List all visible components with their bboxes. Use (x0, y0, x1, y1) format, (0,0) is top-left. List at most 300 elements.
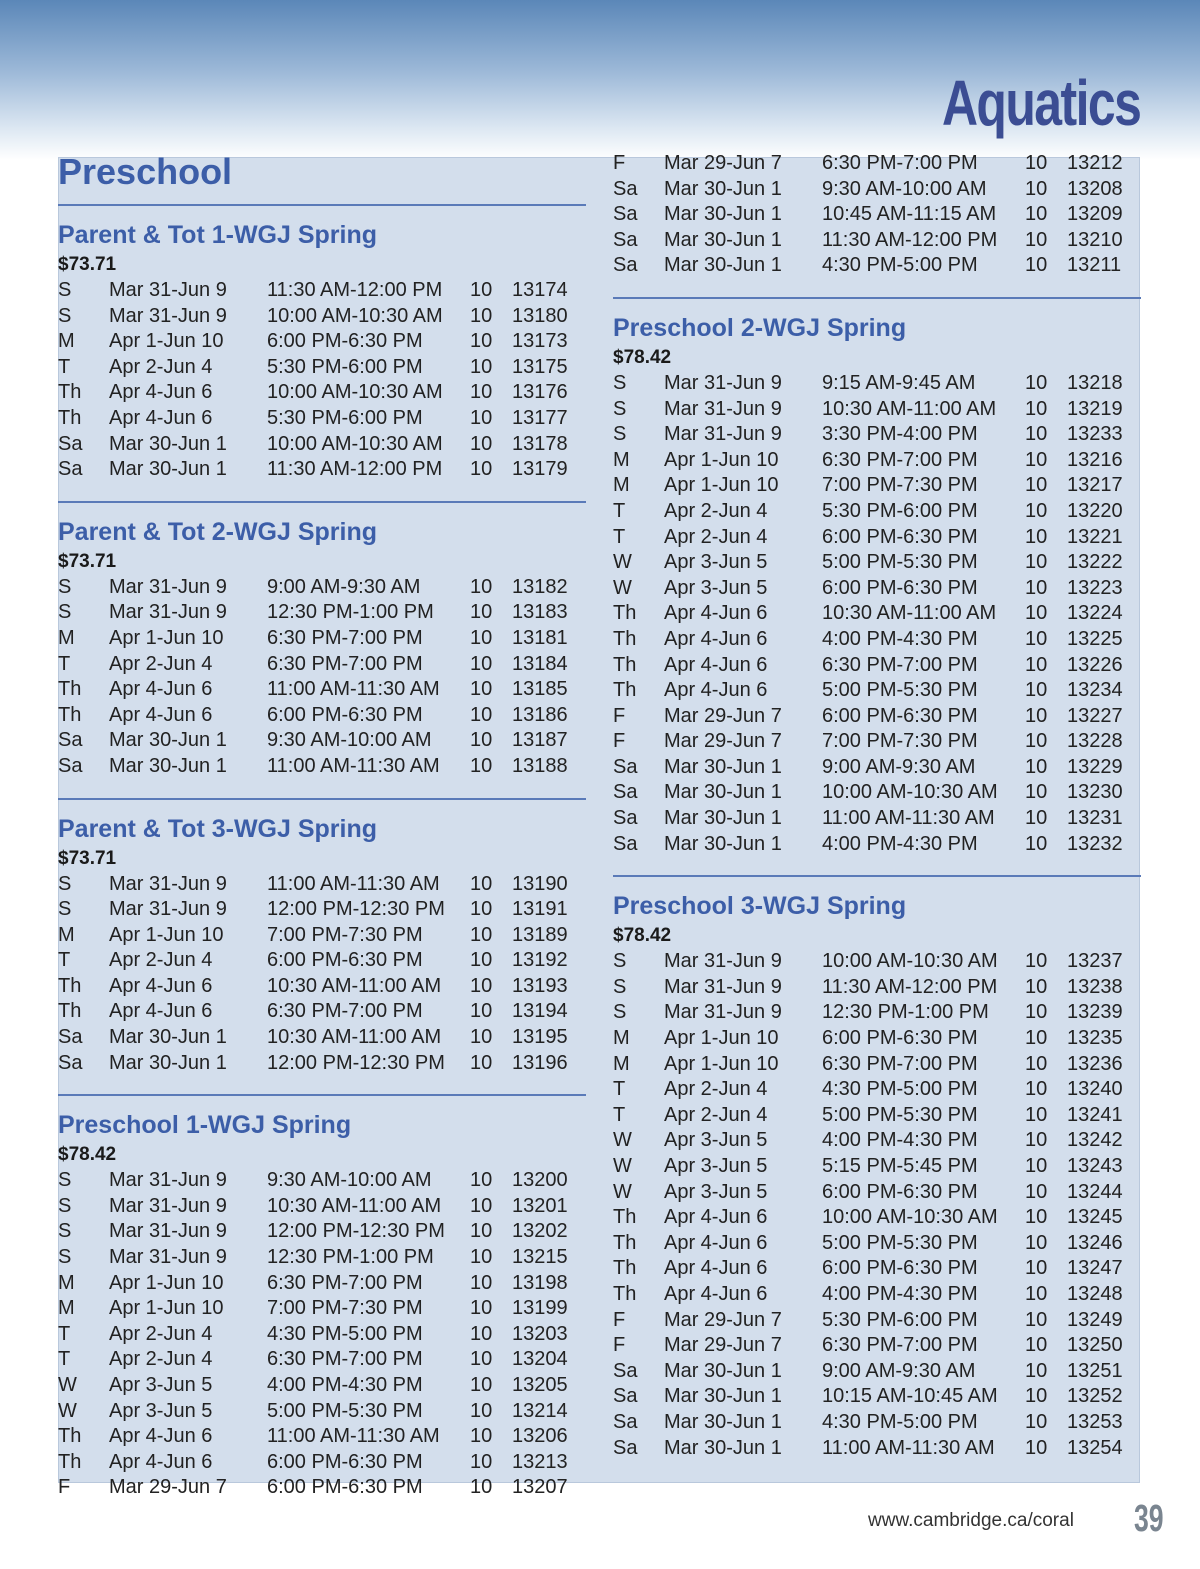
day-cell: Th (58, 678, 82, 701)
dates-cell: Mar 30-Jun 1 (664, 203, 782, 226)
schedule-row (613, 253, 1141, 279)
course-block (58, 515, 586, 780)
day-cell: Sa (58, 729, 83, 752)
spacer (613, 857, 1141, 875)
dates-cell: Apr 4-Jun 6 (109, 406, 213, 429)
day-cell: W (613, 1180, 632, 1203)
sessions-cell: 10 (1025, 203, 1048, 226)
time-cell: 10:30 AM-11:00 AM (822, 602, 997, 625)
sessions-cell: 10 (470, 949, 493, 972)
course-price: $78.42 (58, 1144, 117, 1166)
sessions-cell: 10 (470, 355, 493, 378)
time-cell: 6:30 PM-7:00 PM (267, 1271, 423, 1294)
dates-cell: Mar 29-Jun 7 (664, 1334, 782, 1357)
time-cell: 7:00 PM-7:30 PM (822, 730, 978, 753)
schedule-row (613, 1052, 1141, 1078)
course-code-cell: 13173 (512, 330, 568, 353)
divider (613, 875, 1141, 877)
sessions-cell: 10 (470, 923, 493, 946)
time-cell: 10:45 AM-11:15 AM (822, 203, 997, 226)
day-cell: W (58, 1374, 77, 1396)
dates-cell: Apr 4-Jun 6 (109, 381, 213, 404)
schedule-row (58, 728, 586, 754)
course-code-cell: 13180 (512, 304, 568, 327)
sessions-cell: 10 (470, 279, 493, 301)
course-price: $78.42 (613, 346, 672, 368)
schedule-row (613, 228, 1141, 254)
day-cell: T (58, 949, 71, 972)
course-code-cell: 13232 (1067, 832, 1123, 855)
dates-cell: Mar 31-Jun 9 (664, 423, 782, 446)
dates-cell: Mar 31-Jun 9 (109, 1169, 227, 1192)
day-cell: M (613, 1052, 630, 1075)
sessions-cell: 10 (1025, 1231, 1048, 1254)
day-cell: S (58, 1169, 72, 1192)
day-cell: W (613, 551, 632, 574)
course-code-cell: 13234 (1067, 679, 1123, 702)
time-cell: 6:00 PM-6:30 PM (267, 1476, 423, 1499)
schedule-row (58, 703, 586, 729)
sessions-cell: 10 (1025, 832, 1048, 855)
sessions-cell: 10 (1025, 950, 1048, 973)
time-cell: 10:00 AM-10:30 AM (267, 381, 443, 404)
schedule-row (58, 329, 586, 355)
time-cell: 11:30 AM-12:00 PM (267, 279, 443, 301)
dates-cell: Apr 2-Jun 4 (664, 525, 768, 548)
day-cell: F (613, 704, 626, 727)
sessions-cell: 10 (470, 974, 493, 997)
schedule-row (58, 575, 586, 601)
footer-url[interactable]: www.cambridge.ca/coral (868, 1510, 1074, 1531)
course-code-cell: 13198 (512, 1271, 568, 1294)
dates-cell: Mar 31-Jun 9 (109, 1220, 227, 1243)
sessions-cell: 10 (1025, 1385, 1048, 1408)
day-cell: Sa (613, 781, 638, 804)
time-cell: 6:00 PM-6:30 PM (822, 525, 978, 548)
day-cell: M (613, 448, 630, 471)
day-cell: Sa (58, 458, 83, 481)
schedule-row (613, 448, 1141, 474)
schedule-row (613, 1000, 1141, 1026)
day-cell: Th (58, 406, 82, 429)
course-code-cell: 13201 (512, 1194, 568, 1217)
sessions-cell: 10 (470, 703, 493, 726)
time-cell: 5:00 PM-5:30 PM (822, 551, 978, 574)
day-cell: Sa (613, 203, 638, 226)
sessions-cell: 10 (470, 652, 493, 675)
course-code-cell: 13190 (512, 872, 568, 895)
schedule-row (58, 754, 586, 780)
schedule-row (613, 525, 1141, 551)
day-cell: Th (58, 703, 82, 726)
time-cell: 10:30 AM-11:00 AM (267, 974, 442, 997)
day-cell: T (613, 525, 626, 548)
spacer (613, 279, 1141, 297)
course-code-cell: 13227 (1067, 704, 1123, 727)
schedule-row (58, 600, 586, 626)
course-code-cell: 13205 (512, 1374, 568, 1396)
time-cell: 11:00 AM-11:30 AM (822, 1436, 995, 1459)
course-code-cell: 13218 (1067, 371, 1123, 394)
course-code-cell: 13228 (1067, 730, 1123, 753)
course-code-cell: 13203 (512, 1322, 568, 1345)
day-cell: M (58, 1271, 75, 1294)
schedule-row (58, 923, 586, 949)
course-code-cell: 13220 (1067, 499, 1123, 522)
day-cell: Sa (613, 177, 638, 200)
dates-cell: Mar 31-Jun 9 (109, 898, 227, 921)
schedule-row (58, 1399, 586, 1425)
schedule-row (58, 380, 586, 406)
time-cell: 10:15 AM-10:45 AM (822, 1385, 998, 1408)
time-cell: 10:00 AM-10:30 AM (822, 950, 998, 973)
course-code-cell: 13236 (1067, 1052, 1123, 1075)
course-code-cell: 13174 (512, 279, 568, 301)
sessions-cell: 10 (1025, 397, 1048, 420)
dates-cell: Mar 30-Jun 1 (664, 1410, 782, 1433)
dates-cell: Apr 3-Jun 5 (664, 1155, 768, 1177)
schedule-row (613, 1077, 1141, 1103)
schedule-row (613, 422, 1141, 448)
dates-cell: Mar 30-Jun 1 (109, 432, 227, 455)
schedule-row (613, 975, 1141, 1001)
time-cell: 6:30 PM-7:00 PM (267, 1000, 423, 1023)
sessions-cell: 10 (1025, 152, 1048, 174)
day-cell: S (613, 423, 627, 446)
time-cell: 5:00 PM-5:30 PM (822, 1231, 978, 1254)
time-cell: 12:00 PM-12:30 PM (267, 1051, 445, 1074)
dates-cell: Apr 4-Jun 6 (664, 1257, 768, 1280)
schedule-row (613, 202, 1141, 228)
time-cell: 6:00 PM-6:30 PM (822, 1257, 978, 1280)
dates-cell: Mar 31-Jun 9 (109, 601, 227, 624)
dates-cell: Mar 31-Jun 9 (664, 371, 782, 394)
day-cell: S (58, 279, 72, 301)
course-code-cell: 13250 (1067, 1334, 1123, 1357)
dates-cell: Apr 3-Jun 5 (109, 1399, 213, 1422)
course-code-cell: 13239 (1067, 1001, 1123, 1024)
dates-cell: Apr 1-Jun 10 (109, 330, 224, 353)
sessions-cell: 10 (1025, 1257, 1048, 1280)
course-block (613, 889, 1141, 1461)
time-cell: 6:30 PM-7:00 PM (267, 1348, 423, 1371)
dates-cell: Mar 30-Jun 1 (664, 1385, 782, 1408)
dates-cell: Apr 2-Jun 4 (109, 652, 213, 675)
day-cell: W (613, 576, 632, 599)
day-cell: S (613, 950, 627, 973)
course-block (58, 218, 586, 483)
schedule-row (613, 177, 1141, 203)
time-cell: 10:00 AM-10:30 AM (267, 432, 443, 455)
time-cell: 6:00 PM-6:30 PM (267, 949, 423, 972)
dates-cell: Mar 31-Jun 9 (109, 575, 227, 598)
dates-cell: Apr 1-Jun 10 (109, 1297, 224, 1320)
time-cell: 6:00 PM-6:30 PM (822, 1027, 978, 1050)
sessions-cell: 10 (470, 381, 493, 404)
dates-cell: Apr 4-Jun 6 (109, 1425, 213, 1448)
schedule-row (613, 780, 1141, 806)
time-cell: 4:00 PM-4:30 PM (822, 627, 978, 650)
course-code-cell: 13189 (512, 923, 568, 946)
time-cell: 10:30 AM-11:00 AM (267, 1194, 442, 1217)
day-cell: F (613, 730, 626, 753)
time-cell: 6:00 PM-6:30 PM (267, 1450, 423, 1473)
sessions-cell: 10 (1025, 1359, 1048, 1382)
schedule-row (58, 1025, 586, 1051)
time-cell: 10:30 AM-11:00 AM (822, 397, 997, 420)
dates-cell: Apr 2-Jun 4 (664, 1103, 768, 1126)
dates-cell: Apr 3-Jun 5 (664, 1180, 768, 1203)
course-code-cell: 13212 (1067, 152, 1123, 174)
dates-cell: Mar 31-Jun 9 (109, 304, 227, 327)
dates-cell: Apr 4-Jun 6 (664, 602, 768, 625)
schedule-row (613, 1436, 1141, 1462)
day-cell: W (613, 1129, 632, 1152)
schedule-row (613, 1103, 1141, 1129)
schedule-row (58, 457, 586, 483)
course-code-cell: 13181 (512, 626, 568, 649)
schedule-row (613, 1026, 1141, 1052)
dates-cell: Mar 30-Jun 1 (109, 1051, 227, 1074)
course-code-cell: 13235 (1067, 1027, 1123, 1050)
sessions-cell: 10 (470, 1220, 493, 1243)
day-cell: T (58, 355, 71, 378)
course-code-cell: 13176 (512, 381, 568, 404)
time-cell: 7:00 PM-7:30 PM (267, 1297, 423, 1320)
sessions-cell: 10 (470, 1399, 493, 1422)
schedule-row (58, 652, 586, 678)
course-code-cell: 13186 (512, 703, 568, 726)
time-cell: 12:30 PM-1:00 PM (822, 1001, 989, 1024)
schedule-row (58, 999, 586, 1025)
course-code-cell: 13241 (1067, 1103, 1123, 1126)
sessions-cell: 10 (1025, 525, 1048, 548)
schedule-row (58, 1424, 586, 1450)
schedule-row (613, 371, 1141, 397)
dates-cell: Apr 2-Jun 4 (664, 1078, 768, 1101)
day-cell: T (613, 1103, 626, 1126)
dates-cell: Mar 31-Jun 9 (109, 1246, 227, 1269)
course-code-cell: 13185 (512, 678, 568, 701)
spacer (58, 780, 586, 798)
schedule-row (613, 1282, 1141, 1308)
schedule-row (613, 1384, 1141, 1410)
course-code-cell: 13200 (512, 1169, 568, 1192)
day-cell: M (58, 330, 75, 353)
day-cell: Sa (613, 254, 638, 277)
course-code-cell: 13237 (1067, 950, 1123, 973)
schedule-row (613, 1154, 1141, 1180)
sessions-cell: 10 (1025, 499, 1048, 522)
time-cell: 10:30 AM-11:00 AM (267, 1026, 442, 1049)
day-cell: Th (613, 1282, 637, 1305)
sessions-cell: 10 (1025, 448, 1048, 471)
day-cell: Th (58, 381, 82, 404)
course-code-cell: 13194 (512, 1000, 568, 1023)
time-cell: 7:00 PM-7:30 PM (267, 923, 423, 946)
dates-cell: Apr 4-Jun 6 (664, 1206, 768, 1229)
schedule-row (613, 601, 1141, 627)
sessions-cell: 10 (470, 1450, 493, 1473)
day-cell: Th (613, 1206, 637, 1229)
day-cell: Th (613, 653, 637, 676)
time-cell: 6:00 PM-6:30 PM (822, 1180, 978, 1203)
course-code-cell: 13179 (512, 458, 568, 481)
sessions-cell: 10 (470, 678, 493, 701)
dates-cell: Mar 29-Jun 7 (664, 704, 782, 727)
day-cell: W (58, 1399, 77, 1422)
divider (58, 798, 586, 800)
dates-cell: Apr 1-Jun 10 (109, 626, 224, 649)
sessions-cell: 10 (470, 406, 493, 429)
divider (58, 501, 586, 503)
dates-cell: Mar 31-Jun 9 (109, 279, 227, 301)
sessions-cell: 10 (1025, 1155, 1048, 1177)
day-cell: S (58, 1194, 72, 1217)
day-cell: Th (613, 1257, 637, 1280)
day-cell: Th (58, 1450, 82, 1473)
sessions-cell: 10 (470, 1246, 493, 1269)
page-number: 39 (1134, 1498, 1164, 1540)
course-code-cell: 13183 (512, 601, 568, 624)
schedule-row (58, 304, 586, 330)
course-code-cell: 13191 (512, 898, 568, 921)
dates-cell: Mar 31-Jun 9 (664, 397, 782, 420)
time-cell: 11:00 AM-11:30 AM (267, 678, 440, 701)
dates-cell: Apr 4-Jun 6 (109, 1450, 213, 1473)
schedule-row (613, 1128, 1141, 1154)
schedule-row (613, 1256, 1141, 1282)
schedule-row (613, 1333, 1141, 1359)
spacer (58, 1076, 586, 1094)
sessions-cell: 10 (470, 1000, 493, 1023)
day-cell: Sa (613, 1385, 638, 1408)
time-cell: 12:30 PM-1:00 PM (267, 601, 434, 624)
time-cell: 6:30 PM-7:00 PM (822, 448, 978, 471)
day-cell: T (58, 1348, 71, 1371)
day-cell: M (58, 1297, 75, 1320)
schedule-row (613, 499, 1141, 525)
course-code-cell: 13231 (1067, 807, 1123, 830)
sessions-cell: 10 (1025, 1001, 1048, 1024)
time-cell: 11:00 AM-11:30 AM (267, 754, 440, 777)
course-title: Parent & Tot 2-WGJ Spring (58, 517, 377, 546)
schedule-row (613, 1308, 1141, 1334)
dates-cell: Apr 4-Jun 6 (664, 679, 768, 702)
sessions-cell: 10 (1025, 228, 1048, 251)
dates-cell: Apr 4-Jun 6 (109, 1000, 213, 1023)
course-code-cell: 13226 (1067, 653, 1123, 676)
course-code-cell: 13247 (1067, 1257, 1123, 1280)
divider (58, 204, 586, 206)
day-cell: Sa (58, 1026, 83, 1049)
schedule-row (58, 677, 586, 703)
course-code-cell: 13254 (1067, 1436, 1123, 1459)
sessions-cell: 10 (1025, 254, 1048, 277)
course-code-cell: 13225 (1067, 627, 1123, 650)
time-cell: 4:30 PM-5:00 PM (822, 1078, 978, 1101)
sessions-cell: 10 (1025, 704, 1048, 727)
dates-cell: Apr 3-Jun 5 (664, 1129, 768, 1152)
time-cell: 4:00 PM-4:30 PM (822, 1282, 978, 1305)
day-cell: T (58, 1322, 71, 1345)
sessions-cell: 10 (1025, 975, 1048, 998)
day-cell: S (58, 575, 72, 598)
schedule-row (58, 278, 586, 304)
dates-cell: Mar 29-Jun 7 (664, 1308, 782, 1331)
schedule-row (613, 473, 1141, 499)
course-code-cell: 13215 (512, 1246, 568, 1269)
dates-cell: Apr 3-Jun 5 (664, 576, 768, 599)
dates-cell: Apr 2-Jun 4 (109, 355, 213, 378)
sessions-cell: 10 (1025, 1410, 1048, 1433)
dates-cell: Mar 30-Jun 1 (664, 807, 782, 830)
dates-cell: Mar 31-Jun 9 (109, 1194, 227, 1217)
sessions-cell: 10 (1025, 576, 1048, 599)
schedule-row (58, 974, 586, 1000)
sessions-cell: 10 (470, 754, 493, 777)
schedule-row (613, 1359, 1141, 1385)
day-cell: S (613, 975, 627, 998)
course-title: Parent & Tot 3-WGJ Spring (58, 814, 377, 843)
schedule-row (58, 1245, 586, 1271)
time-cell: 6:00 PM-6:30 PM (267, 330, 423, 353)
course-code-cell: 13245 (1067, 1206, 1123, 1229)
sessions-cell: 10 (1025, 755, 1048, 778)
time-cell: 5:30 PM-6:00 PM (267, 406, 423, 429)
time-cell: 4:00 PM-4:30 PM (822, 1129, 978, 1152)
course-code-cell: 13175 (512, 355, 568, 378)
time-cell: 6:30 PM-7:00 PM (267, 626, 423, 649)
course-title: Preschool 2-WGJ Spring (613, 313, 907, 342)
course-code-cell: 13219 (1067, 397, 1123, 420)
sessions-cell: 10 (470, 1322, 493, 1345)
schedule-row (58, 872, 586, 898)
course-code-cell: 13246 (1067, 1231, 1123, 1254)
schedule-row (58, 1347, 586, 1373)
course-code-cell: 13217 (1067, 474, 1123, 497)
divider (58, 1094, 586, 1096)
dates-cell: Apr 4-Jun 6 (664, 1282, 768, 1305)
course-code-cell: 13233 (1067, 423, 1123, 446)
course-code-cell: 13207 (512, 1476, 568, 1499)
time-cell: 12:30 PM-1:00 PM (267, 1246, 434, 1269)
dates-cell: Apr 4-Jun 6 (109, 703, 213, 726)
sessions-cell: 10 (470, 330, 493, 353)
dates-cell: Apr 1-Jun 10 (109, 1271, 224, 1294)
schedule-row (613, 1180, 1141, 1206)
schedule-row (613, 576, 1141, 602)
course-block (58, 812, 586, 1077)
time-cell: 5:30 PM-6:00 PM (822, 1308, 978, 1331)
schedule-row (58, 1194, 586, 1220)
dates-cell: Apr 3-Jun 5 (109, 1374, 213, 1396)
time-cell: 11:00 AM-11:30 AM (267, 872, 440, 895)
course-title: Parent & Tot 1-WGJ Spring (58, 221, 377, 249)
schedule-row (58, 432, 586, 458)
day-cell: M (613, 474, 630, 497)
dates-cell: Mar 31-Jun 9 (664, 950, 782, 973)
schedule-row (613, 1410, 1141, 1436)
course-code-cell: 13187 (512, 729, 568, 752)
day-cell: Th (613, 627, 637, 650)
time-cell: 4:30 PM-5:00 PM (822, 254, 978, 277)
dates-cell: Mar 31-Jun 9 (664, 975, 782, 998)
schedule-row (58, 1322, 586, 1348)
day-cell: S (58, 601, 72, 624)
course-price: $73.71 (58, 550, 117, 572)
course-block (613, 311, 1141, 857)
